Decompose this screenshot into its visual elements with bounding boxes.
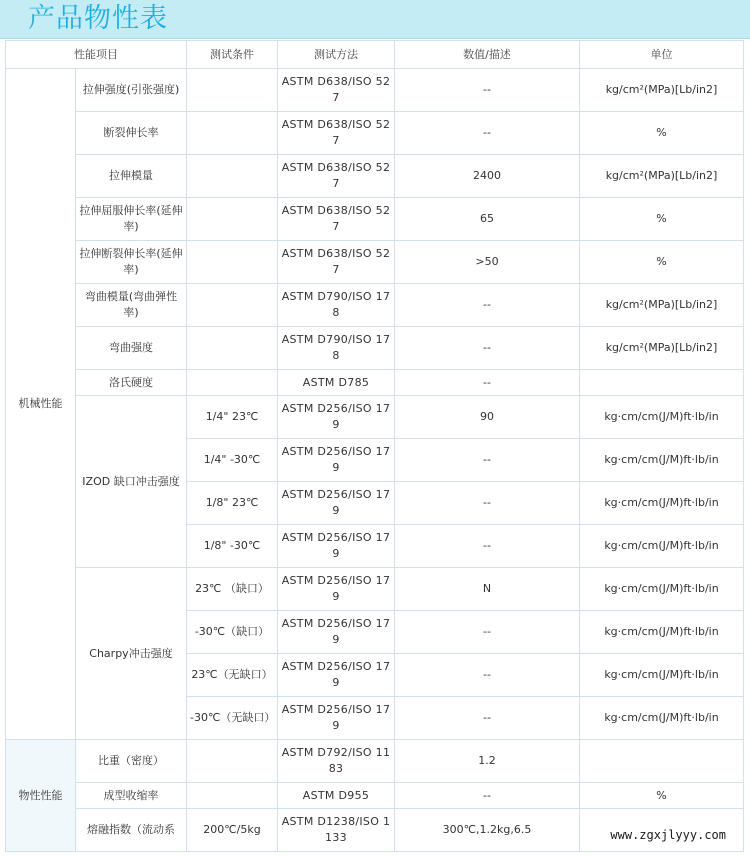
method-cell: ASTM D256/ISO 179: [278, 568, 395, 611]
method-cell: ASTM D638/ISO 527: [278, 198, 395, 241]
value-cell: 65: [395, 198, 580, 241]
item-cell: 弯曲强度: [76, 327, 187, 370]
unit-cell: kg·cm/cm(J/M)ft·lb/in: [580, 396, 744, 439]
unit-cell: kg·cm/cm(J/M)ft·lb/in: [580, 525, 744, 568]
unit-cell: kg·cm/cm(J/M)ft·lb/in: [580, 697, 744, 740]
table-row: [6, 241, 744, 284]
unit-cell: %: [580, 241, 744, 284]
unit-cell: kg/cm²(MPa)[Lb/in2]: [580, 69, 744, 112]
value-cell: --: [395, 284, 580, 327]
condition-cell: [187, 783, 278, 809]
watermark: www.zgxjlyyy.com: [610, 828, 726, 842]
condition-cell: [187, 112, 278, 155]
item-cell-izod: IZOD 缺口冲击强度: [76, 396, 187, 568]
condition-cell: 23℃（无缺口）: [187, 654, 278, 697]
header-item: 性能项目: [6, 41, 187, 69]
unit-cell: kg·cm/cm(J/M)ft·lb/in: [580, 654, 744, 697]
item-cell: 成型收缩率: [76, 783, 187, 809]
method-cell: ASTM D256/ISO 179: [278, 611, 395, 654]
condition-cell: [187, 327, 278, 370]
table-row: [6, 370, 744, 396]
method-cell: ASTM D256/ISO 179: [278, 439, 395, 482]
unit-cell: kg·cm/cm(J/M)ft·lb/in: [580, 482, 744, 525]
condition-cell: [187, 155, 278, 198]
item-cell: 拉伸屈服伸长率(延伸率): [76, 198, 187, 241]
method-cell: ASTM D256/ISO 179: [278, 697, 395, 740]
method-cell: ASTM D256/ISO 179: [278, 482, 395, 525]
item-cell: 弯曲模量(弯曲弹性率): [76, 284, 187, 327]
method-cell: ASTM D256/ISO 179: [278, 654, 395, 697]
value-cell: 1.2: [395, 740, 580, 783]
value-cell: --: [395, 439, 580, 482]
condition-cell: [187, 370, 278, 396]
page-title: 产品物性表: [28, 3, 168, 34]
condition-cell: 200℃/5kg: [187, 809, 278, 852]
condition-cell: 23℃ （缺口）: [187, 568, 278, 611]
item-cell: 断裂伸长率: [76, 112, 187, 155]
value-cell: --: [395, 697, 580, 740]
method-cell: ASTM D790/ISO 178: [278, 327, 395, 370]
value-cell: >50: [395, 241, 580, 284]
method-cell: ASTM D785: [278, 370, 395, 396]
value-cell: --: [395, 482, 580, 525]
method-cell: ASTM D256/ISO 179: [278, 396, 395, 439]
unit-cell: kg/cm²(MPa)[Lb/in2]: [580, 155, 744, 198]
item-cell-charpy: Charpy冲击强度: [76, 568, 187, 740]
header-method: 测试方法: [278, 41, 395, 69]
unit-cell: [580, 370, 744, 396]
unit-cell: %: [580, 112, 744, 155]
method-cell: ASTM D638/ISO 527: [278, 155, 395, 198]
page-header: [0, 0, 750, 39]
table-row: [6, 112, 744, 155]
condition-cell: 1/8" -30℃: [187, 525, 278, 568]
table-row: [6, 198, 744, 241]
value-cell: --: [395, 112, 580, 155]
group-label-physical: 物性性能: [6, 740, 76, 852]
item-cell: 拉伸断裂伸长率(延伸率): [76, 241, 187, 284]
header-unit: 单位: [580, 41, 744, 69]
table-row: [6, 69, 744, 112]
properties-table: [5, 40, 744, 852]
value-cell: --: [395, 69, 580, 112]
condition-cell: [187, 69, 278, 112]
header-condition: 测试条件: [187, 41, 278, 69]
item-cell: 比重（密度）: [76, 740, 187, 783]
condition-cell: 1/4" 23℃: [187, 396, 278, 439]
method-cell: ASTM D790/ISO 178: [278, 284, 395, 327]
unit-cell: %: [580, 198, 744, 241]
method-cell: ASTM D638/ISO 527: [278, 241, 395, 284]
table-row: [6, 155, 744, 198]
table-row: [6, 783, 744, 809]
unit-cell: kg·cm/cm(J/M)ft·lb/in: [580, 611, 744, 654]
condition-cell: [187, 241, 278, 284]
value-cell: 90: [395, 396, 580, 439]
method-cell: ASTM D792/ISO 1183: [278, 740, 395, 783]
properties-table-wrapper: [0, 38, 750, 856]
item-cell: 拉伸模量: [76, 155, 187, 198]
unit-cell: kg·cm/cm(J/M)ft·lb/in: [580, 568, 744, 611]
condition-cell: 1/8" 23℃: [187, 482, 278, 525]
method-cell: ASTM D638/ISO 527: [278, 112, 395, 155]
table-row: [6, 284, 744, 327]
item-cell: 熔融指数（流动系: [76, 809, 187, 852]
value-cell: --: [395, 525, 580, 568]
table-row: [6, 396, 744, 439]
value-cell: --: [395, 611, 580, 654]
unit-cell: kg/cm²(MPa)[Lb/in2]: [580, 284, 744, 327]
table-row: [6, 568, 744, 611]
condition-cell: [187, 284, 278, 327]
value-cell: --: [395, 783, 580, 809]
value-cell: 2400: [395, 155, 580, 198]
group-label-mechanical: 机械性能: [6, 69, 76, 740]
table-header-row: [6, 41, 744, 69]
method-cell: ASTM D256/ISO 179: [278, 525, 395, 568]
value-cell: N: [395, 568, 580, 611]
condition-cell: -30℃（无缺口）: [187, 697, 278, 740]
method-cell: ASTM D1238/ISO 1133: [278, 809, 395, 852]
value-cell: --: [395, 654, 580, 697]
condition-cell: 1/4" -30℃: [187, 439, 278, 482]
unit-cell: %: [580, 783, 744, 809]
condition-cell: [187, 198, 278, 241]
value-cell: --: [395, 370, 580, 396]
value-cell: --: [395, 327, 580, 370]
condition-cell: -30℃（缺口）: [187, 611, 278, 654]
method-cell: ASTM D638/ISO 527: [278, 69, 395, 112]
condition-cell: [187, 740, 278, 783]
header-value: 数值/描述: [395, 41, 580, 69]
table-row: [6, 327, 744, 370]
value-cell: 300℃,1.2kg,6.5: [395, 809, 580, 852]
unit-cell: kg·cm/cm(J/M)ft·lb/in: [580, 439, 744, 482]
unit-cell: [580, 740, 744, 783]
item-cell: 拉伸强度(引张强度): [76, 69, 187, 112]
unit-cell: kg/cm²(MPa)[Lb/in2]: [580, 327, 744, 370]
item-cell: 洛氏硬度: [76, 370, 187, 396]
table-row: [6, 740, 744, 783]
method-cell: ASTM D955: [278, 783, 395, 809]
